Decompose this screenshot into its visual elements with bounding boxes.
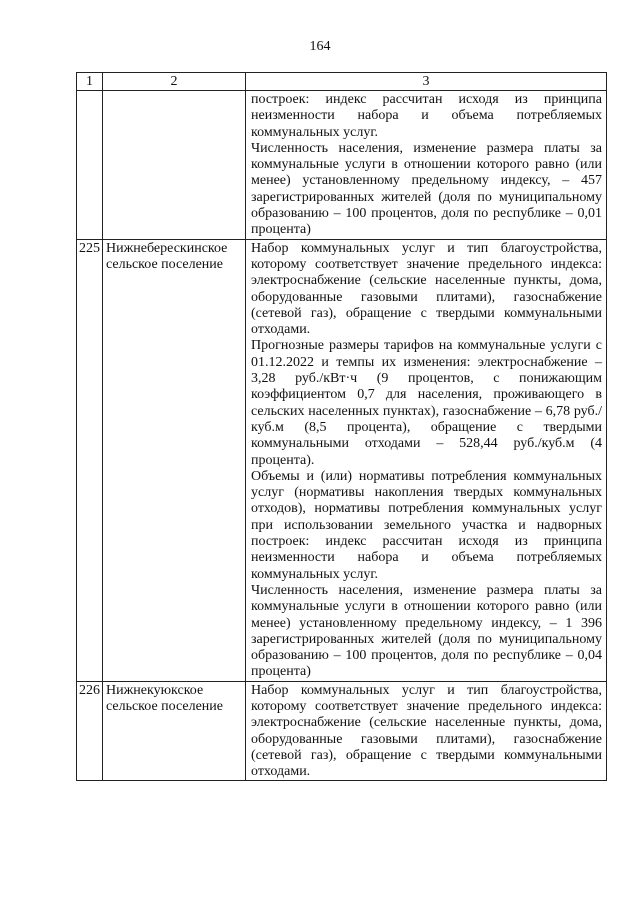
- table-row: [77, 681, 607, 781]
- row-number: 226: [77, 681, 103, 781]
- paragraph: Набор коммунальных услуг и тип благоустройства, которому соответствует значение предельного индекса: электроснабжение (сельские населенные пункты, дома, оборудованные газовыми плитами), газоснабжение (сетевой газ), обращение с твердыми коммунальными отходами.: [251, 240, 602, 338]
- table-row: [77, 239, 607, 681]
- paragraph: Объемы и (или) нормативы потребления коммунальных услуг (нормативы накопления твердых коммунальных отходов), нормативы потребления коммунальных услуг при использовании земельного участка и надворных построек: индекс рассчитан исходя из принципа неизменности набора и объема потребляемых коммунальных услуг.: [251, 468, 602, 582]
- row-text: [246, 681, 607, 781]
- table-row: [77, 91, 607, 240]
- header-col-2: 2: [103, 73, 246, 91]
- row-number: 225: [77, 239, 103, 681]
- tariff-table: [76, 72, 607, 781]
- table-header-row: [77, 73, 607, 91]
- paragraph: построек: индекс рассчитан исходя из принципа неизменности набора и объема потребляемых коммунальных услуг.: [251, 92, 602, 140]
- header-col-1: 1: [77, 73, 103, 91]
- municipality-name: Нижнеберескинское сельское поселение: [103, 239, 246, 681]
- municipality-name: [103, 91, 246, 240]
- header-col-3: 3: [246, 73, 607, 91]
- paragraph: Прогнозные размеры тарифов на коммунальные услуги с 01.12.2022 и темпы их изменения: электроснабжение – 3,28 руб./кВт·ч (9 процентов, с понижающим коэффициентом 0,7 для населения, проживающего в сельских населенных пунктах), газоснабжение – 6,78 руб./куб.м (8,5 процента), обращение с твердыми коммунальными отходами – 528,44 руб./куб.м (4 процента).: [251, 338, 602, 468]
- paragraph: Численность населения, изменение размера платы за коммунальные услуги в отношении которого равно (или менее) установленному предельному индексу, – 457 зарегистрированных жителей (доля по муниципальному образованию – 100 процентов, доля по республике – 0,01 процента): [251, 140, 602, 238]
- page-number: 164: [309, 39, 331, 54]
- row-text: [246, 239, 607, 681]
- paragraph: Численность населения, изменение размера платы за коммунальные услуги в отношении которого равно (или менее) установленному предельному индексу, – 1 396 зарегистрированных жителей (доля по муниципальному образованию – 100 процентов, доля по республике – 0,04 процента): [251, 582, 602, 680]
- paragraph: Набор коммунальных услуг и тип благоустройства, которому соответствует значение предельного индекса: электроснабжение (сельские населенные пункты, дома, оборудованные газовыми плитами), газоснабжение (сетевой газ), обращение с твердыми коммунальными отходами.: [251, 682, 602, 780]
- row-text: [246, 91, 607, 240]
- municipality-name: Нижнекуюкское сельское поселение: [103, 681, 246, 781]
- row-number: [77, 91, 103, 240]
